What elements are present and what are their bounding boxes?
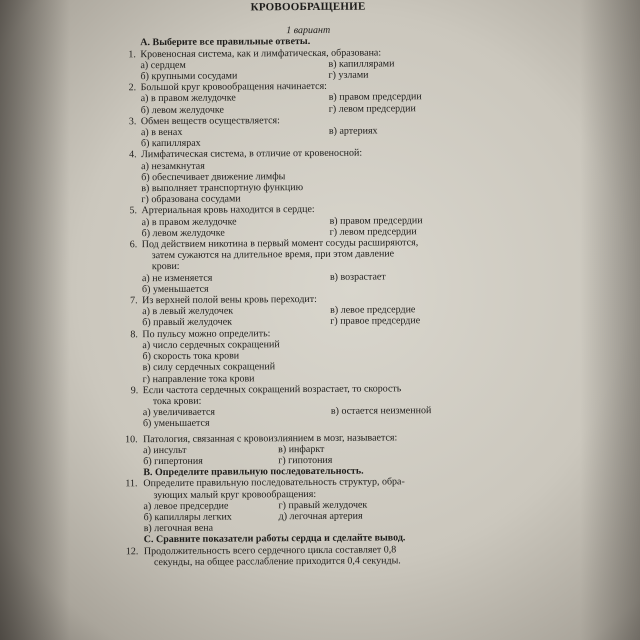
part-a-heading: А. Выберите все правильные ответы. <box>140 36 311 49</box>
question-text: Из верхней полой вены кровь переходит: <box>142 294 317 307</box>
question-text: Лимфатическая система, в отличие от кровеносной: <box>141 148 363 161</box>
question-10 <box>125 431 491 468</box>
question-number: 2. <box>128 82 137 94</box>
answer-option: г) образована сосудами <box>141 193 241 206</box>
question-number: 8. <box>130 328 138 340</box>
answer-option: в) возрастает <box>329 271 386 283</box>
question-text: Под действием никотина в первый момент сосуды расширяются, <box>141 237 419 251</box>
answer-option: а) сердцем <box>140 59 186 71</box>
answer-option: б) левом желудочке <box>141 227 225 240</box>
answer-option: б) правый желудочек <box>142 317 233 329</box>
answer-option: в) выполняет транспортную функцию <box>141 182 304 195</box>
answer-option: б) крупными сосудами <box>140 70 238 83</box>
question-number: 6. <box>129 239 138 251</box>
question-4 <box>129 147 489 206</box>
question-1 <box>128 46 488 82</box>
question-2 <box>129 80 489 116</box>
question-6 <box>130 237 490 296</box>
question-text: Большой круг кровообращения начинается: <box>140 81 327 94</box>
variant-label: 1 вариант <box>286 25 331 37</box>
answer-option: б) уменьшается <box>142 418 210 430</box>
answer-option: в) силу сердечных сокращений <box>142 361 276 374</box>
answer-option: б) капиллярах <box>140 137 201 150</box>
question-12 <box>125 543 492 568</box>
answer-option: а) в правом желудочке <box>140 92 236 105</box>
question-text-continued: крови: <box>151 261 180 273</box>
question-text-continued: тока крови: <box>152 395 202 407</box>
page-title: КРОВООБРАЩЕНИЕ <box>250 0 366 14</box>
answer-option: а) в левый желудочек <box>142 305 234 318</box>
answer-option: б) гипертония <box>143 455 203 468</box>
answer-option: б) обеспечивает движение лимфы <box>141 171 286 184</box>
answer-option: в) инфаркт <box>278 443 325 455</box>
answer-option: в) капиллярами <box>328 58 395 70</box>
question-11 <box>125 476 491 535</box>
question-text: Кровеносная система, как и лимфатическая, образована: <box>140 47 382 60</box>
question-text-continued: секунды, на общее расслабление приходится 0,4 секунды. <box>153 555 401 568</box>
question-text: Если частота сердечных сокращений возрастает, то скорость <box>142 383 402 396</box>
answer-option: а) увеличивается <box>142 406 216 419</box>
answer-option: в) артериях <box>328 125 378 137</box>
answer-option: а) инсульт <box>143 444 187 456</box>
question-text: По пульсу можно определить: <box>142 327 271 340</box>
worksheet <box>125 0 492 640</box>
question-number: 7. <box>130 295 138 307</box>
right-shadow <box>580 0 640 640</box>
question-text: Определите правильную последовательность структур, обра- <box>143 476 405 490</box>
answer-option: в) левое предсердие <box>330 304 416 317</box>
answer-option: а) левое предсердие <box>143 500 229 512</box>
question-number: 3. <box>128 116 137 128</box>
question-text-continued: затем сужаются на длительное время, при этом давление <box>151 248 395 262</box>
question-text: Обмен веществ осуществляется: <box>140 115 280 127</box>
answer-option: в) правом предсердии <box>328 91 422 104</box>
question-3 <box>129 114 489 150</box>
answer-option: в) остается неизменной <box>330 405 432 417</box>
answer-option: а) в венах <box>140 126 183 139</box>
answer-option: а) незамкнутая <box>141 160 205 172</box>
answer-option: а) число сердечных сокращений <box>142 339 280 352</box>
question-9 <box>131 382 491 429</box>
answer-option: б) уменьшается <box>141 283 209 296</box>
answer-option: а) не изменяется <box>141 272 213 284</box>
question-number: 1. <box>128 48 136 60</box>
answer-option: в) легочная вена <box>143 522 214 535</box>
part-b-heading: В. Определите правильную последовательность. <box>143 465 364 479</box>
question-number: 11. <box>125 478 138 490</box>
question-number: 12. <box>125 545 139 557</box>
question-text: Патология, связанная с кровоизлиянием в мозг, называется: <box>143 431 398 445</box>
answer-option: б) левом желудочке <box>140 104 224 116</box>
question-text: Артериальная кровь находится в сердце: <box>141 204 315 217</box>
left-shadow <box>0 0 70 640</box>
question-text-continued: зующих малый круг кровообращения: <box>153 488 317 501</box>
question-8 <box>130 326 490 385</box>
question-number: 9. <box>130 384 139 396</box>
answer-option: г) гипотония <box>278 454 333 467</box>
answer-option: в) правом предсердии <box>329 214 423 227</box>
answer-option: г) правое предсердие <box>330 315 421 328</box>
answer-option: г) левом предсердии <box>329 226 417 238</box>
answer-option: г) правый желудочек <box>278 499 368 511</box>
question-7 <box>130 293 490 329</box>
answer-option: г) направление тока крови <box>142 372 255 385</box>
answer-option: д) легочная артерия <box>278 510 363 523</box>
answer-option: б) капилляры легких <box>143 511 232 524</box>
answer-option: а) в правом желудочке <box>141 216 237 228</box>
question-number: 10. <box>125 433 138 445</box>
answer-option: г) узлами <box>328 69 369 81</box>
question-text: Продолжительность всего сердечного цикла составляет 0,8 <box>143 543 397 557</box>
question-number: 4. <box>129 149 137 161</box>
question-number: 5. <box>129 205 138 217</box>
question-5 <box>129 203 489 239</box>
part-c-heading: С. Сравните показатели работы сердца и сделайте вывод. <box>143 532 406 546</box>
answer-option: г) левом предсердии <box>328 102 416 115</box>
answer-option: б) скорость тока крови <box>142 350 240 363</box>
